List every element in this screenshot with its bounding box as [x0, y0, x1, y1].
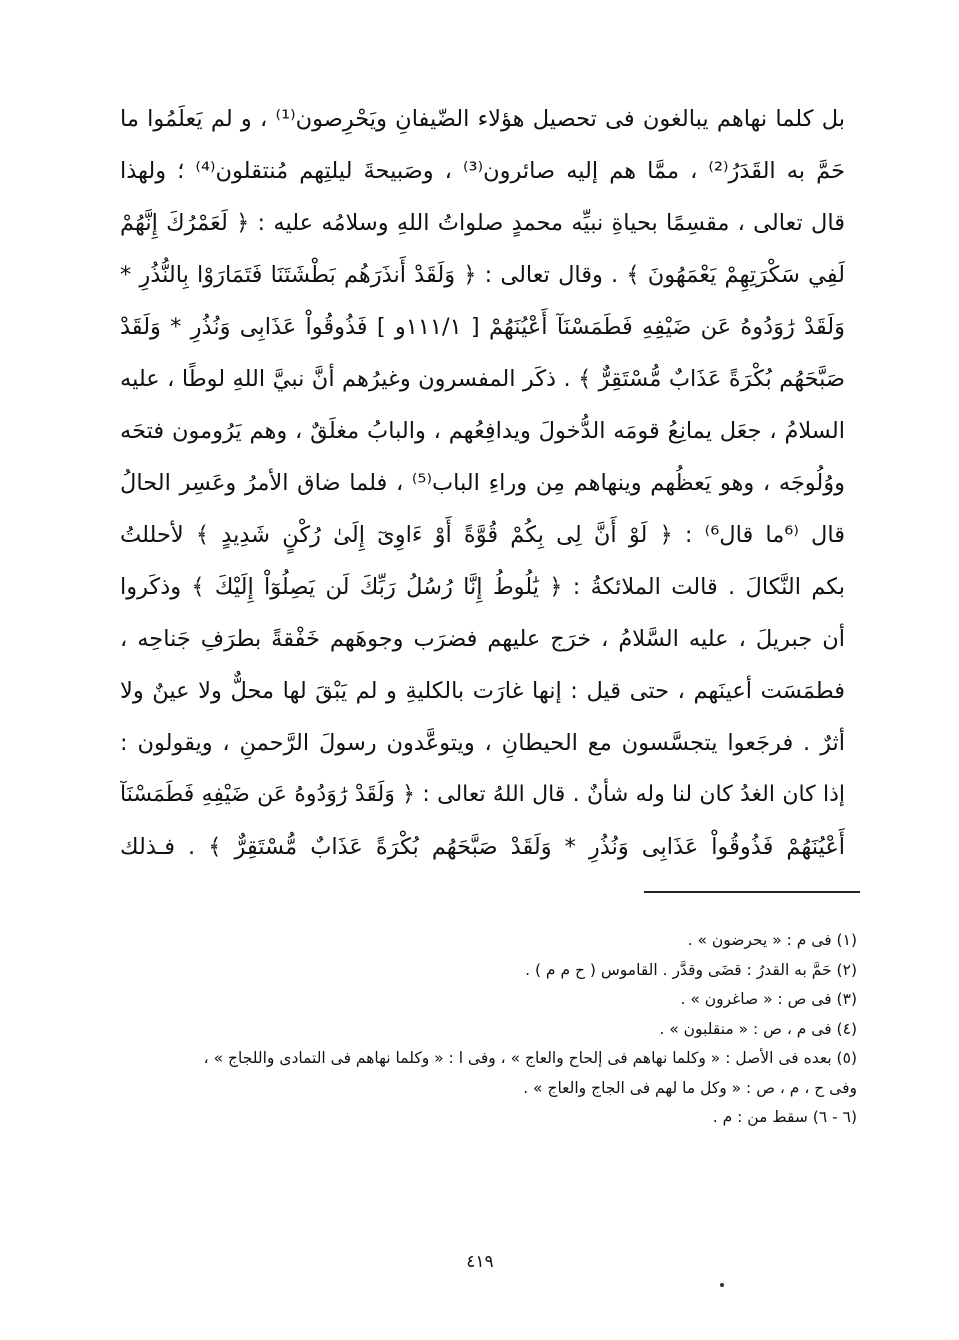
main-text-line: لَفِي سَكْرَتِهِمْ يَعْمَهُونَ ﴾ . وقال تعالى : ﴿ وَلَقَدْ أَنذَرَهُم بَطْشَتَنَا فَتَمَارَوْا بِالنُّذُرِ *	[120, 262, 845, 288]
footnote: (٢) حَمَّ به القدرُ : قضَى وقدَّر . القاموس ( ح م م ) .	[525, 960, 857, 979]
main-text-line: أن جبريلَ ، عليه السَّلامُ ، خرَج عليهم فضرَب وجوهَهم خَفْقةً بطرَفِ جَناحِه ،	[120, 626, 845, 652]
footnote: (٣) فى ص : « صاغرون » .	[680, 990, 857, 1008]
main-text-line: السلامُ ، جعَل يمانِعُ قومَه الدُّخولَ ويدافِعُهم ، والبابُ مغلَقٌ ، وهم يَرُومون فتحَه	[120, 418, 845, 444]
main-text-line: حَمَّ به القَدَرُ⁽²⁾ ، ممَّا هم إليه صائرون⁽³⁾ ، وصَبيحةَ ليلتِهم مُنتقلون⁽⁴⁾ ؛ ولهذا	[120, 158, 845, 184]
footnote: (٤) فى م ، ص : « منقلبون » .	[659, 1019, 857, 1038]
footnote: (٥) بعده فى الأصل : « وكلما نهاهم فى إلحاح والعاج » ، وفى ا : « وكلما نهاهم فى التمادى واللجاج » ،	[203, 1049, 857, 1067]
footnote: (١) فى م : « يحرضون » .	[687, 931, 857, 949]
main-text-line: بل كلما نهاهم يبالغون فى تحصيل هؤلاء الضّيفانِ ويَحْرِصون⁽¹⁾ ، و لم يَعلَمُوا ما	[120, 106, 845, 132]
main-text-line: أَعْيُنَهُمْ فَذُوقُواْ عَذَابِى وَنُذُرِ * وَلَقَدْ صَبَّحَهُم بُكْرَةً عَذَابٌ مُّسْتَقِرٌّ ﴾ . فـذلك	[120, 834, 845, 860]
footnote: وفى ح ، م ، ص : « وكل ما لهم فى الجاج والعاج » .	[523, 1078, 857, 1097]
main-text-line: أثرٌ . فرجَعوا يتجسَّسون مع الحيطانِ ، ويتوعَّدون رسولَ الرَّحمنِ ، ويقولون :	[120, 730, 845, 756]
main-text-line: فطمَسَت أعينَهم ، حتى قيل : إنها غارَت بالكليةِ و لم يَبْقَ لها محلٌّ ولا عينٌ ولا	[120, 678, 845, 704]
print-speck	[720, 1283, 724, 1287]
footnotes-block	[120, 926, 857, 1133]
main-text-line: ووُلُوجَه ، وهو يَعظُهم وينهاهم مِن وراءِ الباب⁽⁵⁾ ، فلما ضاق الأمرُ وعَسِر الحالُ	[120, 470, 845, 496]
main-text-line: صَبَّحَهُم بُكْرَةً عَذَابٌ مُّسْتَقِرٌّ ﴾ . ذكَر المفسرون وغيرُهم أنَّ نبيَّ اللهِ لوطًا ، عليه	[120, 366, 845, 392]
page-number: ٤١٩	[466, 1252, 494, 1272]
main-text-line: قال تعالى ، مقسِمًا بحياةِ نبيِّه محمدٍ صلواتُ اللهِ وسلامُه عليه : ﴿ لَعَمْرُكَ إِنَّهُمْ	[120, 210, 845, 236]
footnote-divider	[644, 891, 860, 893]
main-text-line: إذا كان الغدُ كان لنا وله شأنٌ . قال اللهُ تعالى : ﴿ وَلَقَدْ رَٰوَدُوهُ عَن ضَيْفِهِ فَطَمَسْنَآ	[120, 782, 845, 807]
main-text-line: وَلَقَدْ رَٰوَدُوهُ عَن ضَيْفِهِ فَطَمَسْنَآ أَعْيُنَهُمْ [ ١١١/١و ] فَذُوقُواْ عَذَابِى وَنُذُرِ * وَلَقَدْ	[120, 314, 845, 340]
main-text-line: بكم النَّكالَ . قالت الملائكةُ : ﴿ يَٰلُوطُ إِنَّا رُسُلُ رَبِّكَ لَن يَصِلُوٓاْ إِلَيْكَ ﴾ وذكَروا	[120, 574, 845, 600]
footnote: (٦ - ٦) سقط من : م .	[712, 1108, 857, 1126]
main-text-block	[120, 93, 845, 873]
main-text-line: قال ⁽⁶ما قال⁶⁾ : ﴿ لَوْ أَنَّ لِى بِكُمْ قُوَّةً أَوْ ءَاوِىٓ إِلَىٰ رُكْنٍ شَدِيدٍ ﴾ لأحللتُ	[120, 522, 845, 548]
